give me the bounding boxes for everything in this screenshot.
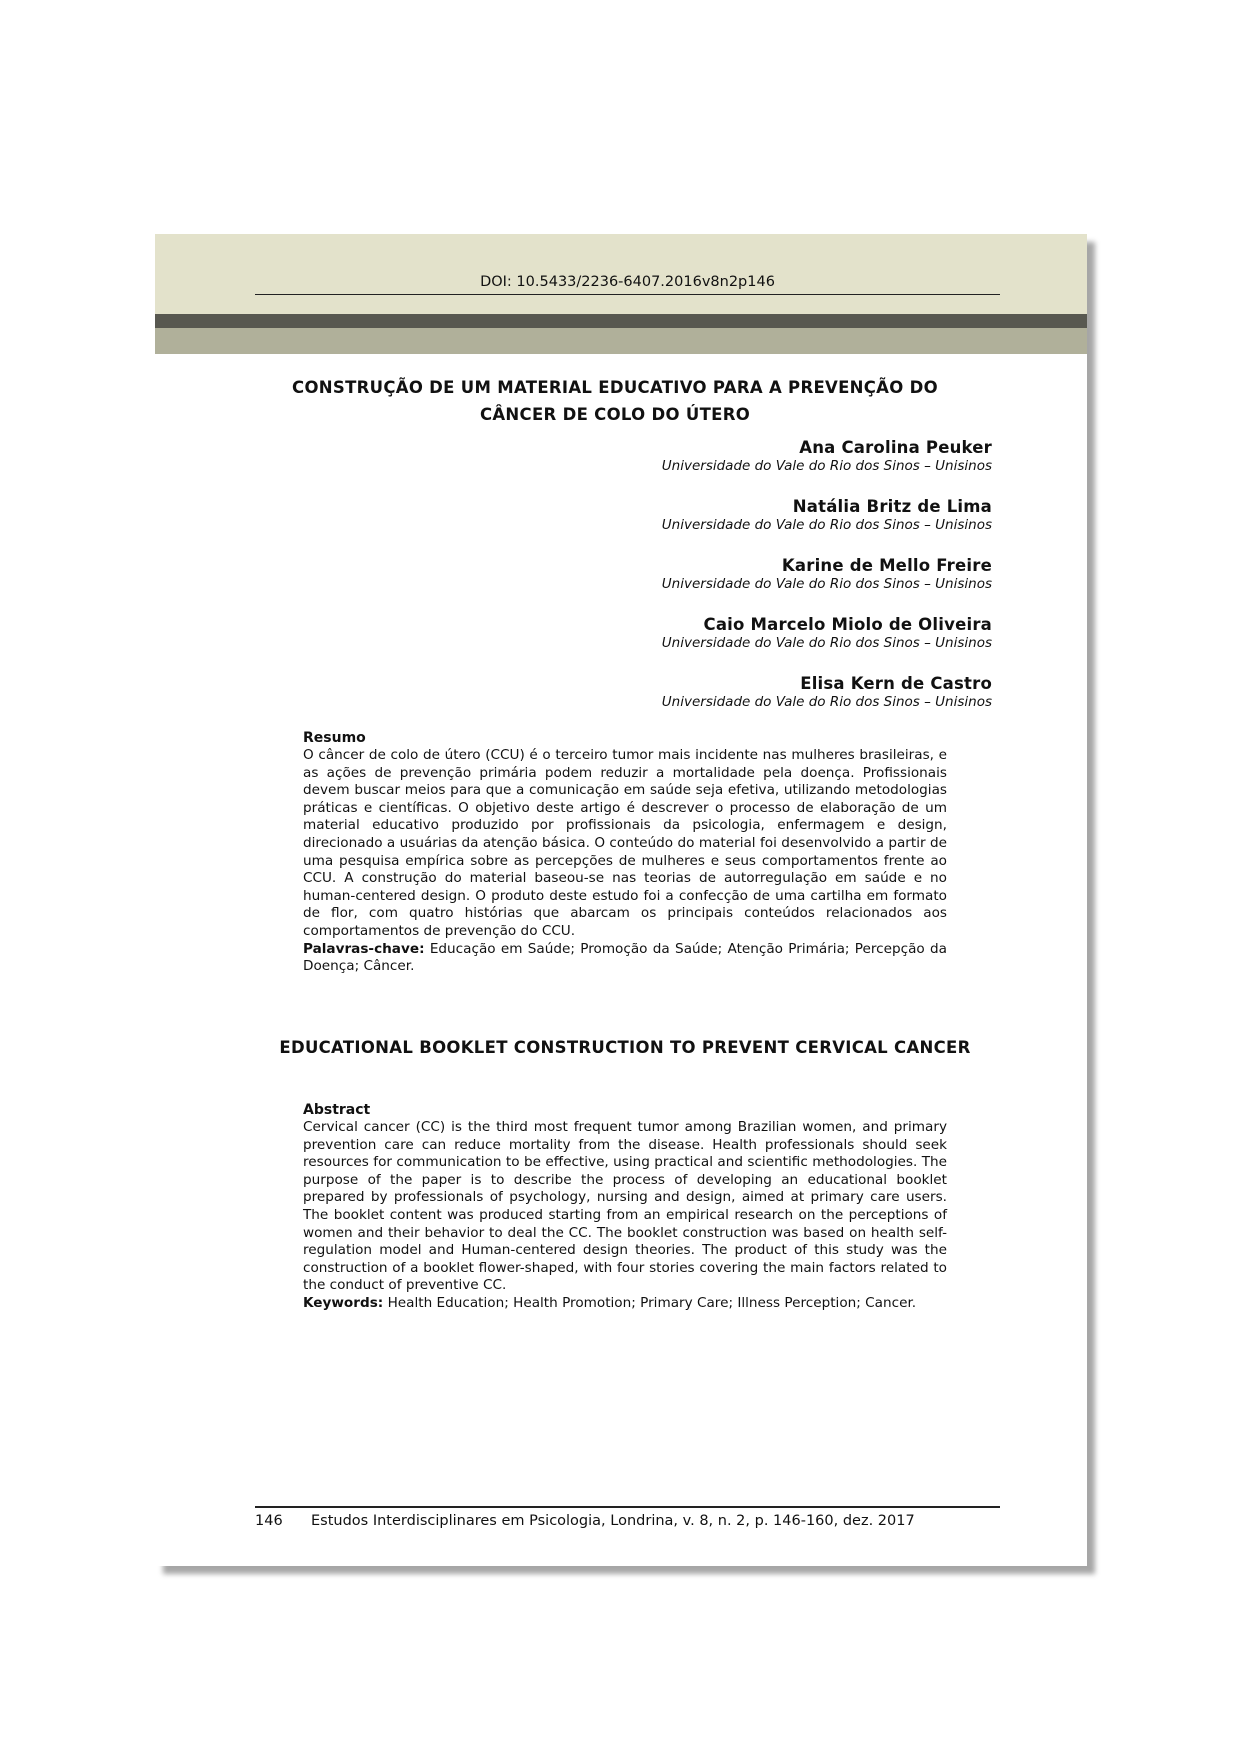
author-affiliation: Universidade do Vale do Rio dos Sinos – Unisinos xyxy=(661,635,992,651)
abstract-heading: Abstract xyxy=(303,1102,371,1118)
resumo-text: O câncer de colo de útero (CCU) é o terceiro tumor mais incidente nas mulheres brasileiras, e as ações de prevenção primária podem reduzir a mortalidade pela doença. Profissionais devem buscar meios para que a comunicação em saúde seja efetiva, utilizando metodologias práticas e científicas. O objetivo deste artigo é descrever o processo de elaboração de um material educativo produzido por profissionais da psicologia, enfermagem e design, direcionado a usuárias da atenção básica. O conteúdo do material foi desenvolvido a partir de uma pesquisa empírica sobre as percepções de mulheres e seus comportamentos frente ao CCU. A construção do material baseou-se nas teorias de autorregulação em saúde e no human-centered design. O produto deste estudo foi a confecção de uma cartilha em formato de flor, com quatro histórias que abarcam os principais conteúdos relacionados aos comportamentos de prevenção do CCU. xyxy=(303,747,947,939)
article-title-portuguese: CONSTRUÇÃO DE UM MATERIAL EDUCATIVO PARA A PREVENÇÃO DO CÂNCER DE COLO DO ÚTERO xyxy=(292,378,938,424)
keywords-text: Educação em Saúde; Promoção da Saúde; Atenção Primária; Percepção da Doença; Câncer. xyxy=(303,940,947,975)
author-entry xyxy=(492,555,992,614)
author-entry xyxy=(492,437,992,496)
author-affiliation: Universidade do Vale do Rio dos Sinos – Unisinos xyxy=(661,517,992,533)
header-band xyxy=(155,234,1087,314)
keywords-label: Palavras-chave: xyxy=(303,940,425,957)
author-entry xyxy=(492,614,992,673)
author-affiliation: Universidade do Vale do Rio dos Sinos – Unisinos xyxy=(661,458,992,474)
header-mid-bar xyxy=(155,328,1087,354)
author-affiliation: Universidade do Vale do Rio dos Sinos – Unisinos xyxy=(661,694,992,710)
author-affiliation: Universidade do Vale do Rio dos Sinos – Unisinos xyxy=(661,576,992,592)
doi-rule xyxy=(255,294,1000,295)
resumo-heading: Resumo xyxy=(303,730,366,746)
author-name: Elisa Kern de Castro xyxy=(800,674,992,693)
journal-page xyxy=(155,234,1087,1566)
resumo-section xyxy=(303,730,947,976)
author-list xyxy=(492,437,992,732)
author-entry xyxy=(492,496,992,555)
header-dark-bar xyxy=(155,314,1087,328)
journal-citation: Estudos Interdisciplinares em Psicologia, Londrina, v. 8, n. 2, p. 146-160, dez. 2017 xyxy=(311,1513,915,1529)
abstract-keywords xyxy=(303,1295,947,1313)
abstract-section xyxy=(303,1102,947,1313)
page-number: 146 xyxy=(255,1513,283,1529)
author-name: Karine de Mello Freire xyxy=(781,556,992,575)
footer-rule xyxy=(255,1506,1000,1508)
article-title-english: EDUCATIONAL BOOKLET CONSTRUCTION TO PREVENT CERVICAL CANCER xyxy=(279,1038,971,1057)
keywords-label: Keywords: xyxy=(303,1294,384,1311)
abstract-text: Cervical cancer (CC) is the third most frequent tumor among Brazilian women, and primary prevention care can reduce mortality from the disease. Health professionals should seek resources for communication to be effective, using practical and scientific methodologies. The purpose of the paper is to describe the process of developing an educational booklet prepared by professionals of psychology, nursing and design, aimed at primary care users. The booklet content was produced starting from an empirical research on the perceptions of women and their behavior to deal the CC. The booklet construction was based on health self-regulation model and Human-centered design theories. The product of this study was the construction of a booklet flower-shaped, with four stories covering the main factors related to the conduct of preventive CC. xyxy=(303,1119,947,1294)
author-name: Ana Carolina Peuker xyxy=(799,438,992,457)
doi-text: DOI: 10.5433/2236-6407.2016v8n2p146 xyxy=(480,274,775,290)
author-entry xyxy=(492,673,992,732)
resumo-keywords xyxy=(303,941,947,976)
keywords-text: Health Education; Health Promotion; Primary Care; Illness Perception; Cancer. xyxy=(387,1294,917,1311)
page-footer xyxy=(255,1512,1000,1530)
author-name: Natália Britz de Lima xyxy=(792,497,992,516)
author-name: Caio Marcelo Miolo de Oliveira xyxy=(703,615,992,634)
